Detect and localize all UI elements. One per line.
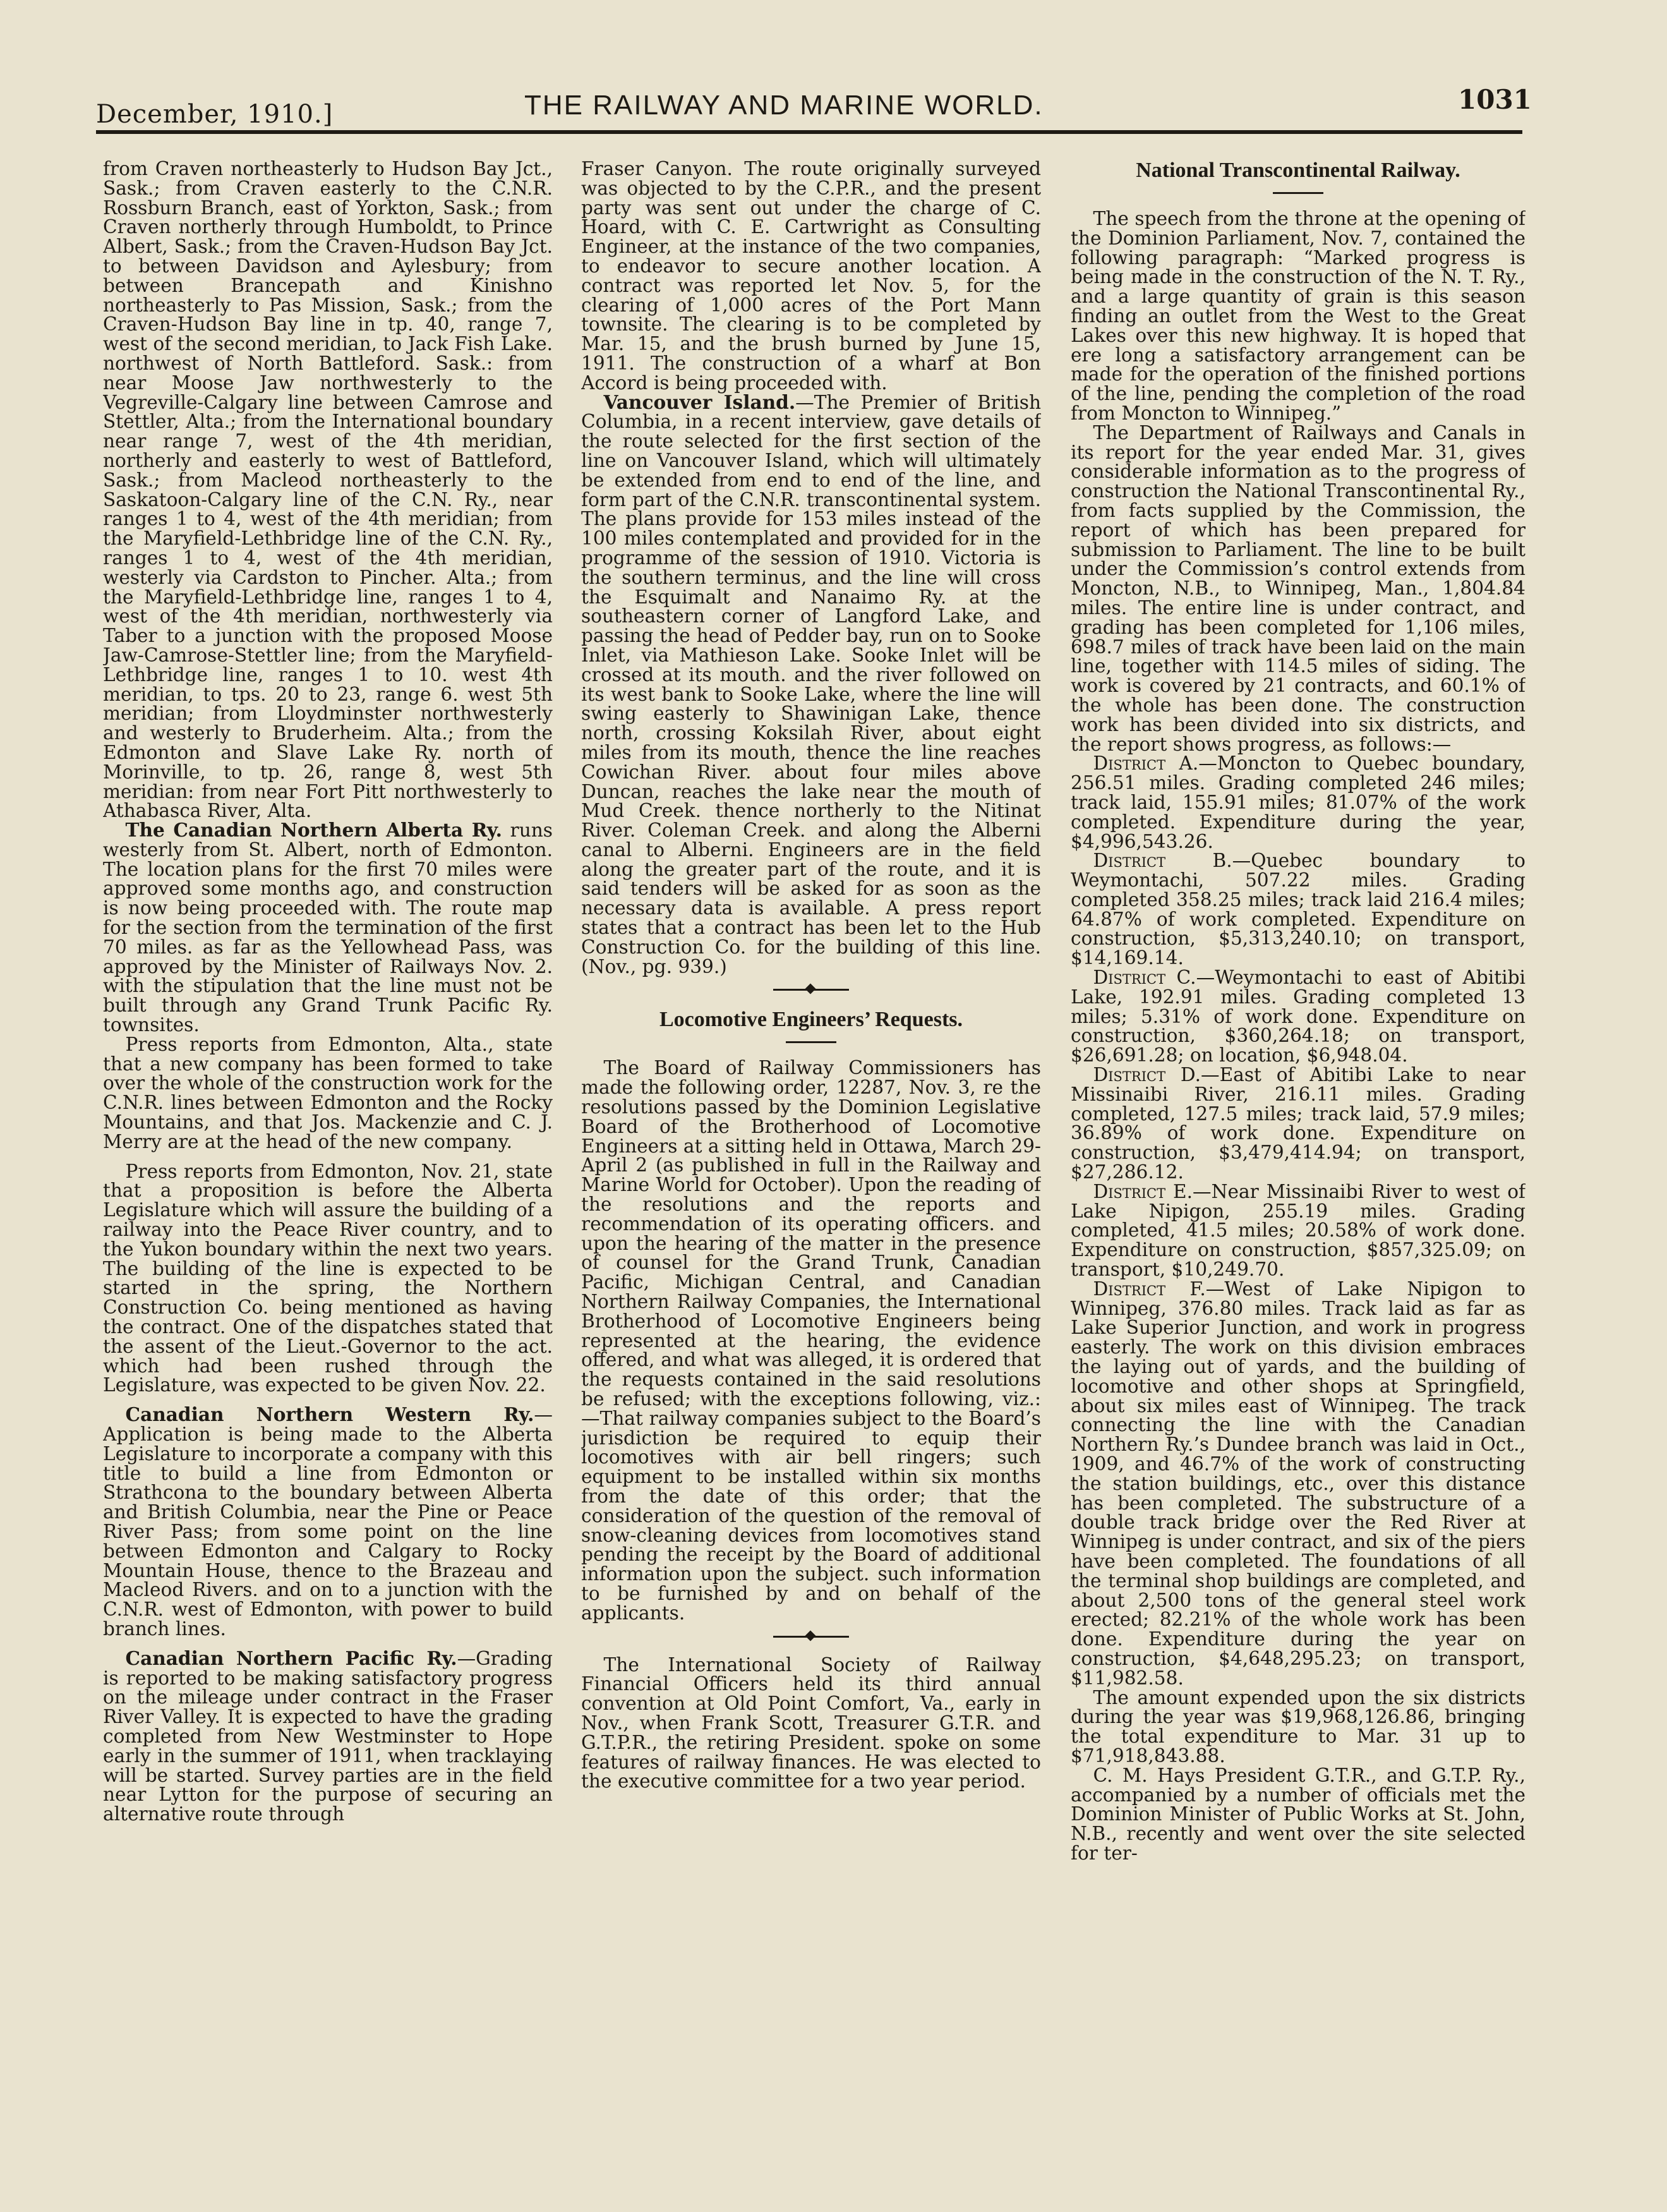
paragraph: Press reports from Edmonton, Nov. 21, state that a proposition is before the Alberta Legislature which will assure the building of a railway into the Peace River country, and to the Yukon boundary within the next two years. The building of the line is expected to be started in the spring, the Northern Construction Co. being mentioned as having the contract. One of the dispatches stated that the assent of the Lieut.-Governor to the act. which had been rushed through the Legislature, was expected to be given Nov. 22. <box>103 1160 553 1396</box>
page-header <box>0 0 1667 139</box>
paragraph: The Department of Railways and Canals in its report for the year ended Mar. 31, gives considerable information as to the progress of construction the National Transcontinental Ry., from facts supplied by the Commission, the report of which has been prepared for submission to Parliament. The line to be built under the Commission’s control extends from Moncton, N.B., to Winnipeg, Man., 1,804.84 miles. The entire line is under contract, and grading has been completed for 1,106 miles, 698.7 miles of track have been laid on the main line, together with 114.5 miles of siding. The work is covered by 21 contracts, and 60.1% of the whole has been done. The construction work has been divided into six districts, and the report shows progress, as follows:— <box>1071 421 1526 755</box>
page-number: 1031 <box>1458 84 1532 115</box>
paragraph: The Board of Railway Commissioners has made the following order, 12287, Nov. 3, re the resolutions passed by the Dominion Legislative Board of the Brotherhood of Locomotive Engineers at a sitting held in Ottawa, March 29-April 2 (as published in full in the Railway and Marine World for October). Upon the reading of the resolutions and the reports and recommendation of its operating officers. and upon the hearing of the matter in the presence of counsel for the Grand Trunk, Canadian Pacific, Michigan Central, and Canadian Northern Railway Companies, the International Brotherhood of Locomotive Engineers being represented at the hearing, the evidence offered, and what was alleged, it is ordered that the requests contained in the said resolutions be refused; with the exceptions following, viz.: —That railway companies subject to the Board’s jurisdiction be required to equip their locomotives with air bell ringers; such equipment to be installed within six months from the date of this order; that the consideration of the question of the removal of snow-cleaning devices from locomotives stand pending the receipt by the Board of additional information upon the subject. such information to be furnished by and on behalf of the applicants. <box>581 1057 1041 1624</box>
paragraph: from Craven northeasterly to Hudson Bay Jct., Sask.; from Craven easterly to the C.N.R. Rossburn Branch, east of Yorkton, Sask.; from Craven northerly through Humboldt, to Prince Albert, Sask.; from the Craven-Hudson Bay Jct. to between Davidson and Aylesbury; from between Brancepath and Kinishno northeasterly to Pas Mission, Sask.; from the Craven-Hudson Bay line in tp. 40, range 7, west of the second meridian, to Jack Fish Lake. northwest of North Battleford. Sask.: from near Moose Jaw northwesterly to the Vegreville-Calgary line between Camrose and Stettler, Alta.; from the International boundary near range 7, west of the 4th meridian, northerly and easterly to west of Battleford, Sask.; from Macleod northeasterly to the Saskatoon-Calgary line of the C.N. Ry., near ranges 1 to 4, west of the 4th meridian; from the Maryfield-Lethbridge line of the C.N. Ry., ranges 1 to 4, west of the 4th meridian, westerly via Cardston to Pincher. Alta.; from the Maryfield-Lethbridge line, ranges 1 to 4, west of the 4th meridian, northwesterly via Taber to a junction with the proposed Moose Jaw-Camrose-Stettler line; from the Maryfield-Lethbridge line, ranges 1 to 10. west 4th meridian, to tps. 20 to 23, range 6. west 5th meridian; from Lloydminster northwesterly and westerly to Bruderheim. Alta.; from the Edmonton and Slave Lake Ry. north of Morinville, to tp. 26, range 8, west 5th meridian: from near Fort Pitt northwesterly to Athabasca River, Alta. <box>103 159 553 822</box>
paragraph: Fraser Canyon. The route originally surveyed was objected to by the C.P.R., and the present party was sent out under the charge of C. Hoard, with C. E. Cartwright as Consulting Engineer, at the instance of the two companies, to endeavor to secure another location. A contract was reported let Nov. 5, for the clearing of 1,000 acres of the Port Mann townsite. The clearing is to be completed by Mar. 15, and the brush burned by June 15, 1911. The construction of a wharf at Bon Accord is being proceeded with. <box>581 159 1041 394</box>
paragraph-text: —Moncton to Quebec boundary, 256.51 miles. Grading completed 246 miles; track laid, 155.91 miles; 81.07% of the work completed. Expenditure during the year, $4,996,543.26. <box>1071 752 1526 852</box>
paragraph: The amount expended upon the six districts during the year was $19,968,126.86, bringing the total expenditure to Mar. 31 up to $71,918,843.88. <box>1071 1686 1526 1767</box>
section-separator <box>773 1636 849 1638</box>
paragraph <box>1071 1065 1526 1182</box>
paragraph <box>1071 1279 1526 1688</box>
paragraph <box>581 390 1041 977</box>
district-label: District E. <box>1093 1180 1193 1202</box>
section-separator <box>773 989 849 991</box>
heading-rule <box>786 1041 836 1043</box>
paragraph-text: —Near Missinaibi River to west of Lake Nipigon, 255.19 miles. Grading completed, 41.5 miles; 20.58% of work done. Expenditure on construction, $857,325.09; on transport, $10,249.70. <box>1071 1180 1526 1281</box>
paragraph: C. M. Hays President G.T.R., and G.T.P. Ry., accompanied by a number of officials met the Dominion Minister of Public Works at St. John, N.B., recently and went over the site selected for ter- <box>1071 1764 1526 1864</box>
heading-rule <box>1273 192 1323 194</box>
district-label: District A. <box>1093 752 1199 775</box>
article-heading: Locomotive Engineers’ Requests. <box>659 1008 963 1032</box>
column-3 <box>1071 159 1526 2191</box>
article-heading: National Transcontinental Railway. <box>1136 159 1460 182</box>
section-lead: Vancouver Island. <box>603 390 796 413</box>
district-label: District C. <box>1093 967 1196 989</box>
section-lead: Canadian Northern Pacific Ry. <box>125 1647 457 1669</box>
header-rule <box>96 130 1522 134</box>
section-lead: Canadian Northern Western Ry. <box>125 1403 534 1426</box>
paragraph-text: runs westerly from St. Albert, north of Edmonton. The location plans for the first 70 miles were approved some months ago, and construction is now being proceeded with. The route map for the section from the termination of the first 70 miles. as far as the Yellowhead Pass, was approved by the Minister of Railways Nov. 2. with the stipulation that the line must not be built through any Grand Trunk Pacific Ry. townsites. <box>103 819 553 1036</box>
section-lead: The Canadian Northern Alberta Ry. <box>125 819 502 842</box>
publication-title: THE RAILWAY AND MARINE WORLD. <box>524 90 1044 121</box>
paragraph-text: —Quebec boundary to Weymontachi, 507.22 miles. Grading completed 358.25 miles; track laid 216.4 miles; 64.87% of work completed. Expenditure on construction, $5,313,240.10; on transport, $14,169.14. <box>1071 850 1526 969</box>
district-label: District D. <box>1093 1064 1201 1086</box>
paragraph <box>1071 754 1526 851</box>
paragraph-text: —The Premier of British Columbia, in a recent interview, gave details of the route selected for the first section of the line on Vancouver Island, which will ultimately be extended from end to end of the line, and form part of the C.N.R. transcontinental system. The plans provide for 153 miles instead of the 100 miles contemplated and provided for in the programme of the session of 1910. Victoria is the southern terminus, and the line will cross the Esquimalt and Nanaimo Ry. at the southeastern corner of Langford Lake, and passing the head of Pedder bay, run on to Sooke Inlet, via Mathieson Lake. Sooke Inlet will be crossed at its mouth. and the river followed on its west bank to Sooke Lake, where the line will swing easterly to Shawinigan Lake, thence north, crossing Koksilah River, about eight miles from its mouth, thence the line reaches Cowichan River. about four miles above Duncan, reaches the lake near the mouth of Mud Creek. thence northerly to the Nitinat River. Coleman Creek. and along the Alberni canal to Alberni. Engineers are in the field along the greater part of the route, and it is said tenders will be asked for as soon as the necessary data is available. A press report states that a contract has been let to the Hub Construction Co. for the building of this line. (Nov., pg. 939.) <box>581 391 1041 977</box>
column-1 <box>103 159 553 2191</box>
paragraph <box>103 821 553 1035</box>
paragraph <box>1071 1182 1526 1279</box>
paragraph-text: —East of Abitibi Lake to near Missinaibi River, 216.11 miles. Grading completed, 127.5 miles; track laid, 57.9 miles; 36.89% of work done. Expenditure on construction, $3,479,414.94; on transport, $27,286.12. <box>1071 1064 1526 1183</box>
paragraph <box>103 1405 553 1639</box>
paragraph <box>1071 968 1526 1065</box>
paragraph: The speech from the throne at the opening of the Dominion Parliament, Nov. 7, contained the following paragraph: “Marked progress is being made in the construction of the N. T. Ry., and a large quantity of grain is this season finding an outlet from the West to the Great Lakes over this new highway. It is hoped that ere long a satisfactory arrangement can be made for the operation of the finished portions of the line, pending the completion of the road from Moncton to Winnipeg.” <box>1071 208 1526 424</box>
paragraph: The International Society of Railway Financial Officers held its third annual convention at Old Point Comfort, Va., early in Nov., when Frank Scott, Treasurer G.T.R. and G.T.P.R., the retiring President. spoke on some features of railway finances. He was elected to the executive committee for a two year period. <box>581 1653 1041 1792</box>
paragraph <box>1071 851 1526 968</box>
paragraph-text: —Weymontachi to east of Abitibi Lake, 192.91 miles. Grading completed 13 miles; 5.31% of work done. Expenditure on construction, $360,264.18; on transport, $26,691.28; on location, $6,948.04. <box>1071 967 1526 1067</box>
district-label: District F. <box>1093 1278 1206 1300</box>
district-label: District B. <box>1093 850 1232 872</box>
paragraph-text: —Application is being made to the Alberta Legislature to incorporate a company with this title to build a line from Edmonton or Strathcona to the boundary between Alberta and British Columbia, near the Pine or Peace River Pass; from some point on the line between Edmonton and Calgary to Rocky Mountain House, thence to the Brazeau and Macleod Rivers. and on to a junction with the C.N.R. west of Edmonton, with power to build branch lines. <box>103 1404 553 1640</box>
issue-date: December, 1910.] <box>96 100 334 129</box>
paragraph-text: —West of Lake Nipigon to Winnipeg, 376.80 miles. Track laid as far as Lake Superior Junction, and work in progress easterly. The work on this division embraces the laying out of yards, and the building of locomotive and other shops at Springfield, about six miles east of Winnipeg. The track connecting the line with the Canadian Northern Ry.’s Dundee branch was laid in Oct., 1909, and 46.7% of the work of constructing the station buildings, etc., over this distance has been completed. The substructure of a double track bridge over the Red River at Winnipeg is under contract, and six of the piers have been completed. The foundations of all the terminal shop buildings are completed, and about 2,500 tons of the general steel work erected; 82.21% of the whole work has been done. Expenditure during the year on construction, $4,648,295.23; on transport, $11,982.58. <box>1071 1278 1526 1689</box>
paragraph <box>103 1649 553 1824</box>
paragraph-text: —Grading is reported to be making satisfactory progress on the mileage under contract in the Fraser River Valley. It is expected to have the grading completed from New Westminster to Hope early in the summer of 1911, when tracklaying will be started. Survey parties are in the field near Lytton for the purpose of securing an alternative route through <box>103 1647 553 1825</box>
column-2 <box>581 159 1041 2191</box>
paragraph: Press reports from Edmonton, Alta., state that a new company has been formed to take over the whole of the construction work for the C.N.R. lines between Edmonton and the Rocky Mountains, and that Jos. Mackenzie and C. J. Merry are at the head of the new company. <box>103 1033 553 1152</box>
